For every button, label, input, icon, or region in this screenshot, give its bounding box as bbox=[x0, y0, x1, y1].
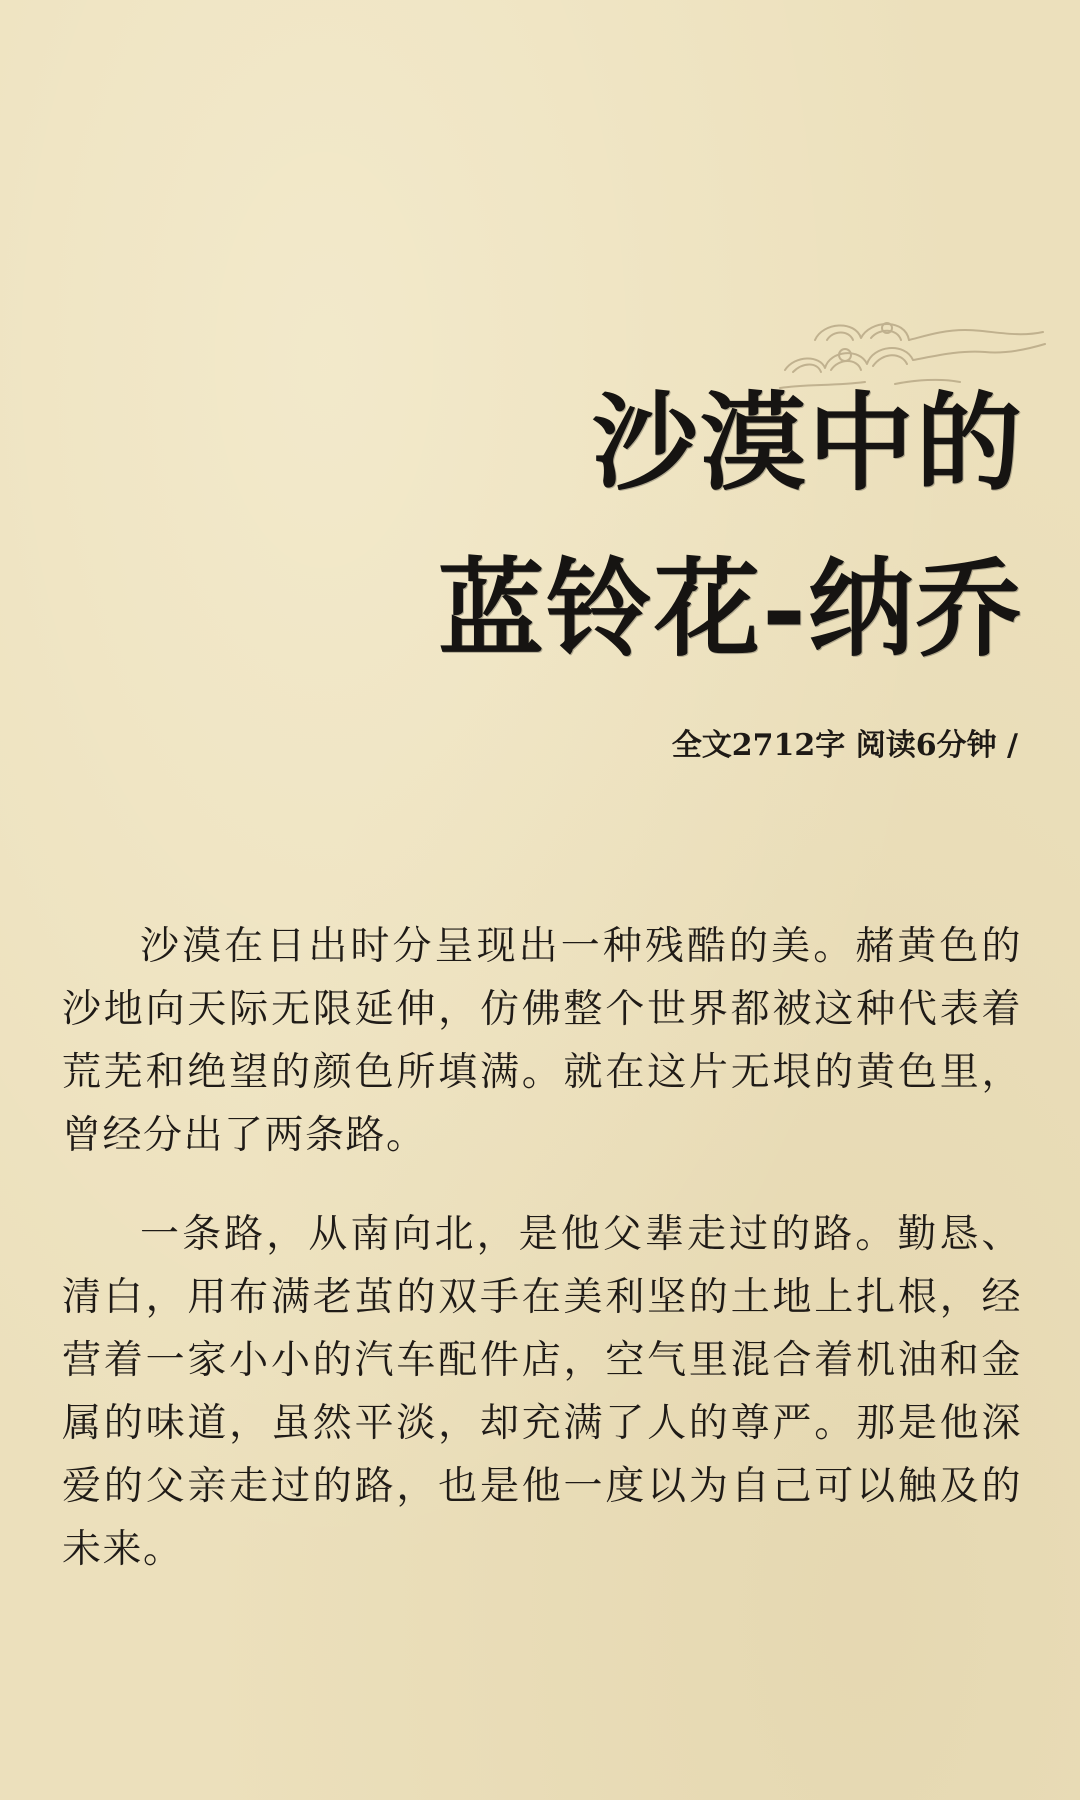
paragraph-1: 沙漠在日出时分呈现出一种残酷的美。赭黄色的沙地向天际无限延伸，仿佛整个世界都被这种代表着荒芜和绝望的颜色所填满。就在这片无垠的黄色里，曾经分出了两条路。 bbox=[62, 924, 1022, 1158]
paragraph-2: 一条路，从南向北，是他父辈走过的路。勤恳、清白，用布满老茧的双手在美利坚的土地上扎根，经营着一家小小的汽车配件店，空气里混合着机油和金属的味道，虽然平淡，却充满了人的尊严。那是他深爱的父亲走过的路，也是他一度以为自己可以触及的未来。 bbox=[62, 1212, 1022, 1572]
article-title bbox=[438, 360, 1024, 692]
article-body bbox=[62, 915, 1022, 1617]
reading-meta: 全文2712字 阅读6分钟 / bbox=[671, 728, 1018, 763]
title-line-1: 沙漠中的 bbox=[592, 380, 1024, 505]
title-line-2: 蓝铃花-纳乔 bbox=[438, 546, 1024, 671]
